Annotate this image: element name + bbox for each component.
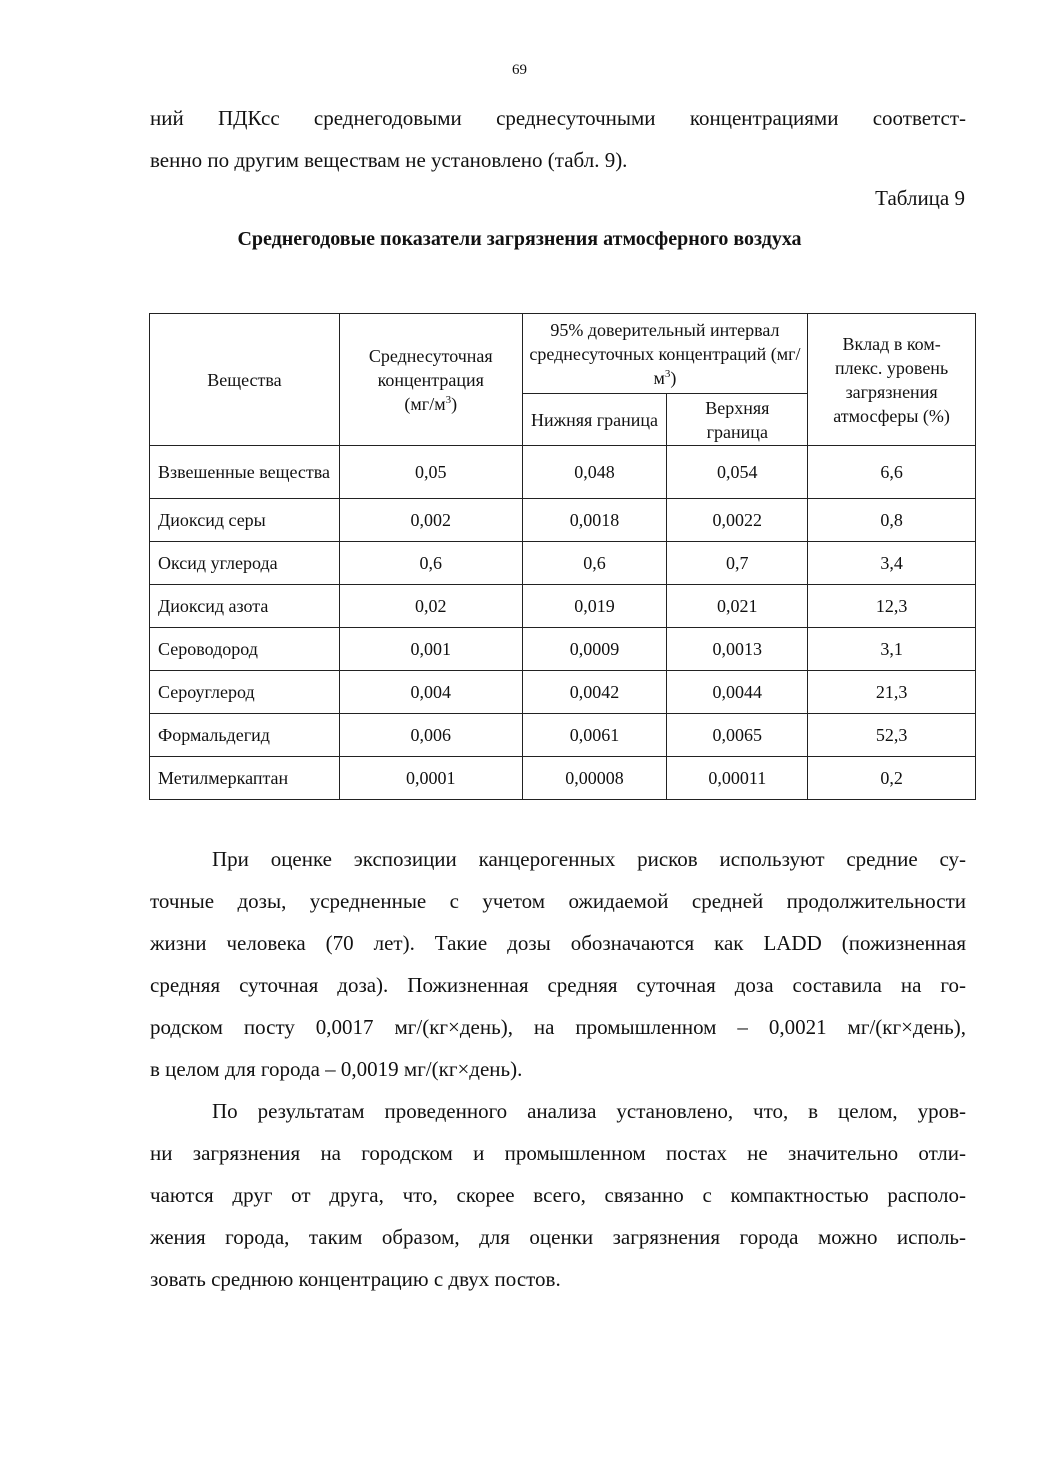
lower-bound-cell: 0,0018 [522, 499, 667, 542]
header-unit-sup: 3 [445, 393, 452, 406]
upper-bound-cell: 0,0065 [667, 714, 808, 757]
substance-cell: Взвешенные вещества [150, 446, 340, 499]
pollution-table [149, 313, 976, 800]
table-row [150, 628, 976, 671]
table-row [150, 446, 976, 499]
contribution-cell: 0,8 [808, 499, 976, 542]
header-confidence-interval [522, 314, 808, 394]
mean-cell: 0,004 [339, 671, 522, 714]
header-unit-close: ) [451, 393, 458, 414]
intro-line: ний ПДКсс среднегодовыми среднесуточными концентрациями соответст- [150, 106, 966, 130]
contribution-cell: 3,4 [808, 542, 976, 585]
header-ci-close: ) [670, 367, 677, 388]
substance-cell: Формальдегид [150, 714, 340, 757]
table-header-row [150, 314, 976, 394]
intro-line: венно по другим веществам не установлено (табл. 9). [150, 148, 628, 172]
substance-cell: Оксид углерода [150, 542, 340, 585]
paragraph-2-line: жения города, таким образом, для оценки загрязнения города можно исполь- [150, 1225, 966, 1249]
upper-bound-cell: 0,7 [667, 542, 808, 585]
contribution-cell: 52,3 [808, 714, 976, 757]
paragraph-1-line: родском посту 0,0017 мг/(кг×день), на промышленном – 0,0021 мг/(кг×день), [150, 1015, 966, 1039]
lower-bound-cell: 0,6 [522, 542, 667, 585]
mean-cell: 0,05 [339, 446, 522, 499]
lower-bound-cell: 0,0061 [522, 714, 667, 757]
substance-cell: Сероуглерод [150, 671, 340, 714]
header-contribution-line: загрязнения [845, 381, 938, 402]
mean-cell: 0,6 [339, 542, 522, 585]
substance-cell: Сероводород [150, 628, 340, 671]
header-ci-label: 95% доверительный интервал среднесуточных концентраций (мг/м [529, 319, 801, 388]
substance-cell: Диоксид серы [150, 499, 340, 542]
paragraph-2-line: По результатам проведенного анализа установлено, что, в целом, уров- [212, 1099, 966, 1123]
header-mean-daily-label: Среднесуточная концентрация [368, 345, 493, 390]
intro-paragraph [150, 97, 966, 181]
lower-bound-cell: 0,0009 [522, 628, 667, 671]
upper-bound-cell: 0,021 [667, 585, 808, 628]
paragraph-2-line: чаются друг от друга, что, скорее всего, связанно с компактностью располо- [150, 1183, 966, 1207]
mean-cell: 0,001 [339, 628, 522, 671]
lower-bound-cell: 0,0042 [522, 671, 667, 714]
header-upper: Верхняя граница [667, 394, 808, 446]
paragraph-2-line: зовать среднюю концентрацию с двух постов. [150, 1267, 561, 1291]
header-unit: (мг/м [404, 393, 446, 414]
substance-cell: Диоксид азота [150, 585, 340, 628]
contribution-cell: 6,6 [808, 446, 976, 499]
contribution-cell: 12,3 [808, 585, 976, 628]
table-row [150, 671, 976, 714]
lower-bound-cell: 0,019 [522, 585, 667, 628]
paragraph-1-line: точные дозы, усредненные с учетом ожидаемой средней продолжительности [150, 889, 966, 913]
header-mean-daily [339, 314, 522, 446]
page-number: 69 [512, 62, 527, 78]
header-contribution-line: атмосферы (%) [833, 405, 950, 426]
mean-cell: 0,006 [339, 714, 522, 757]
paragraph-1-line: средняя суточная доза). Пожизненная средняя суточная доза составила на го- [150, 973, 966, 997]
header-lower: Нижняя граница [522, 394, 667, 446]
table-row [150, 499, 976, 542]
table-label: Таблица 9 [875, 186, 965, 210]
upper-bound-cell: 0,0013 [667, 628, 808, 671]
mean-cell: 0,002 [339, 499, 522, 542]
header-contribution-line: Вклад в ком- [842, 333, 941, 354]
mean-cell: 0,02 [339, 585, 522, 628]
upper-bound-cell: 0,0044 [667, 671, 808, 714]
substance-cell: Метилмеркаптан [150, 757, 340, 800]
upper-bound-cell: 0,054 [667, 446, 808, 499]
lower-bound-cell: 0,048 [522, 446, 667, 499]
lower-bound-cell: 0,00008 [522, 757, 667, 800]
header-contribution-line: плекс. уровень [835, 357, 949, 378]
contribution-cell: 21,3 [808, 671, 976, 714]
upper-bound-cell: 0,0022 [667, 499, 808, 542]
contribution-cell: 3,1 [808, 628, 976, 671]
header-substance: Вещества [150, 314, 340, 446]
paragraph-1-line: в целом для города – 0,0019 мг/(кг×день). [150, 1057, 523, 1081]
table-row [150, 585, 976, 628]
paragraph-1-line: жизни человека (70 лет). Такие дозы обозначаются как LADD (пожизненная [150, 931, 966, 955]
mean-cell: 0,0001 [339, 757, 522, 800]
header-contribution [808, 314, 976, 446]
upper-bound-cell: 0,00011 [667, 757, 808, 800]
contribution-cell: 0,2 [808, 757, 976, 800]
table-title: Среднегодовые показатели загрязнения атмосферного воздуха [237, 228, 802, 250]
paragraph-2-line: ни загрязнения на городском и промышленном постах не значительно отли- [150, 1141, 966, 1165]
table-row [150, 714, 976, 757]
header-ci-sup: 3 [664, 367, 671, 380]
table-row [150, 542, 976, 585]
paragraph-2 [150, 1090, 966, 1300]
paragraph-1-line: При оценке экспозиции канцерогенных рисков используют средние су- [212, 847, 966, 871]
paragraph-1 [150, 838, 966, 1090]
table-row [150, 757, 976, 800]
